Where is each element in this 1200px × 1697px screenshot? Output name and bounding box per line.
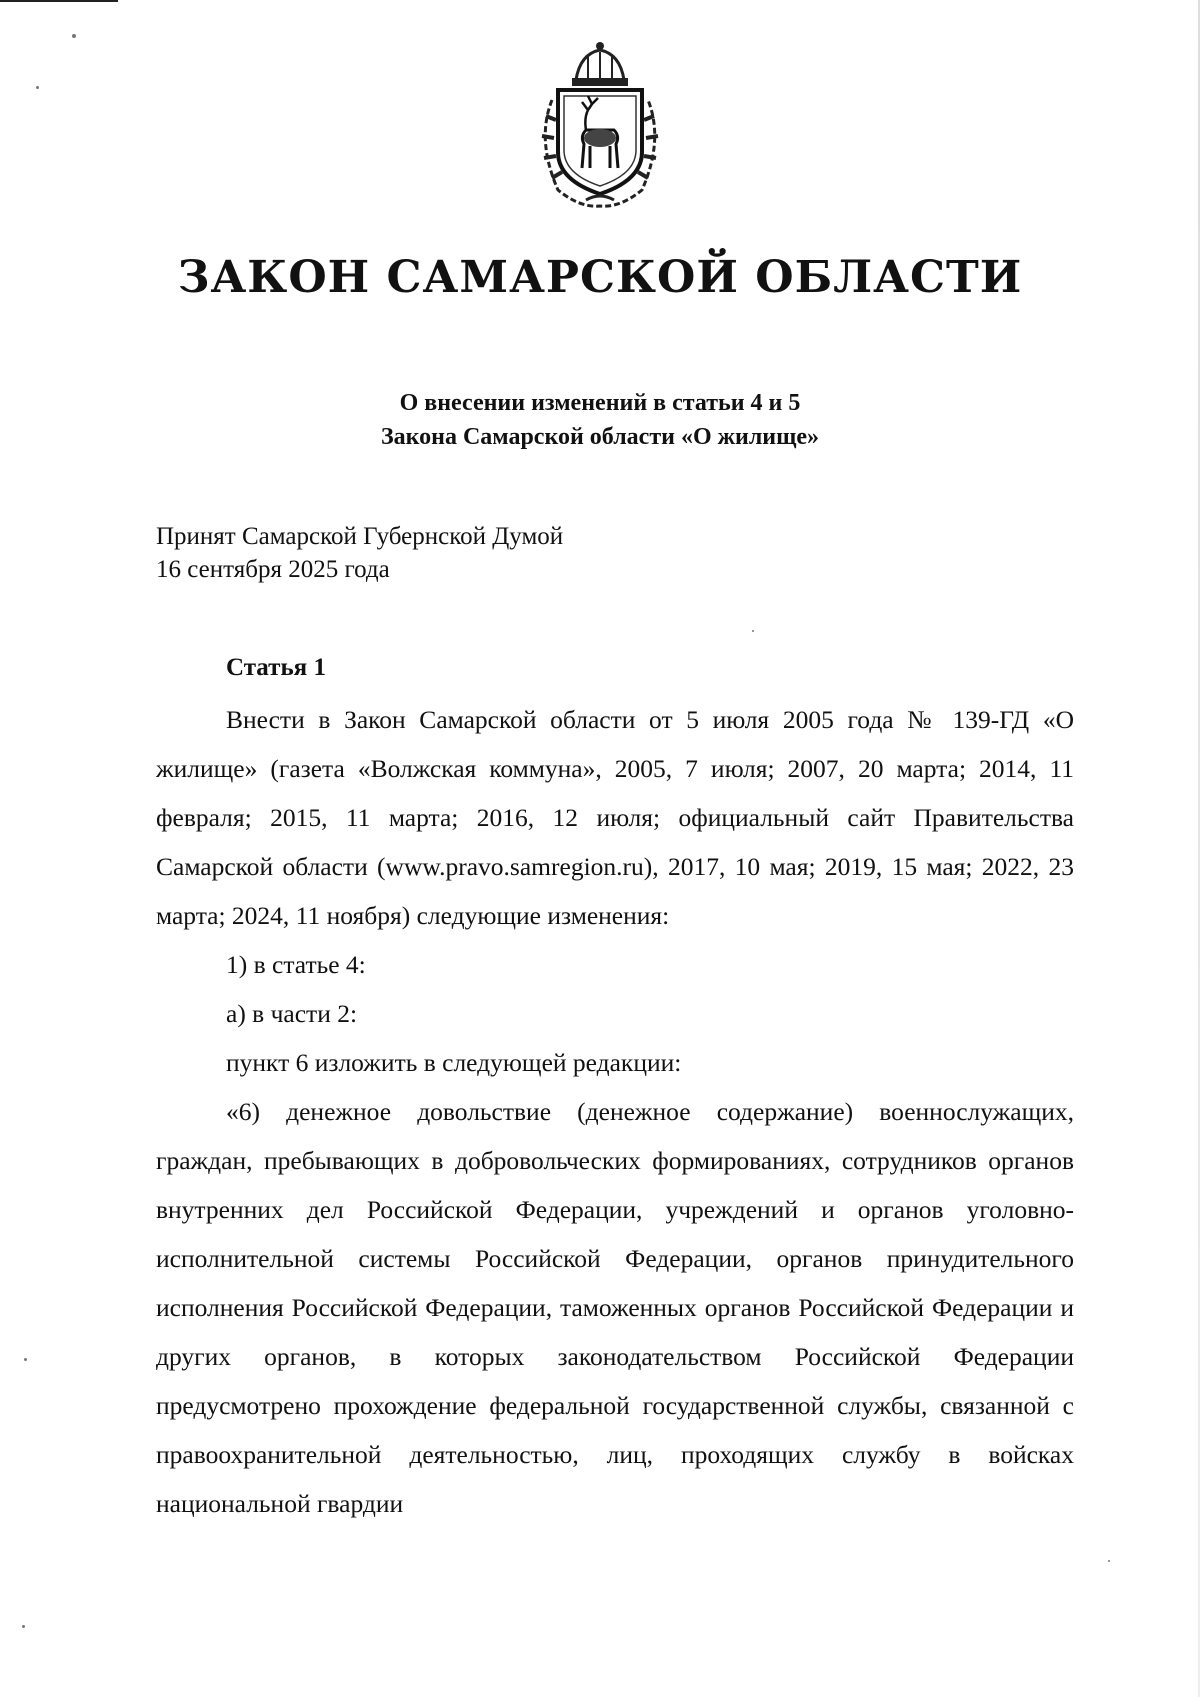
scan-speck — [1108, 1560, 1110, 1562]
scan-speck — [22, 1625, 25, 1628]
scan-speck — [72, 34, 76, 38]
scan-speck — [24, 1358, 27, 1361]
document-subtitle — [0, 386, 1200, 454]
coat-of-arms-icon — [528, 40, 672, 212]
paragraph: «6) денежное довольствие (денежное содержание) военнослужащих, граждан, пребывающих в добровольческих формированиях, сотрудников органов внутренних дел Российской Федерации, учреждений и органов уголовно-исполнительной системы Российской Федерации, органов принудительного исполнения Российской Федерации, таможенных органов Российской Федерации и других органов, в которых законодательством Российской Федерации предусмотрено прохождение федеральной государственной службы, связанной с правоохранительной деятельностью, лиц, проходящих службу в войсках национальной гвардии — [156, 1097, 1074, 1518]
subtitle-line: Закона Самарской области «О жилище» — [380, 424, 820, 450]
article-body — [156, 695, 1074, 1528]
adopted-by: Принят Самарской Губернской Думой — [156, 523, 564, 550]
subtitle-line: О внесении изменений в статьи 4 и 5 — [399, 390, 801, 416]
paragraph: Внести в Закон Самарской области от 5 июля 2005 года № 139-ГД «О жилище» (газета «Волжская коммуна», 2005, 7 июля; 2007, 20 марта; 2014, 11 февраля; 2015, 11 марта; 2016, 12 июля; официальный сайт Правительства Самарской области (www.pravo.samregion.ru), 2017, 10 мая; 2019, 15 мая; 2022, 23 марта; 2024, 11 ноября) следующие изменения: — [156, 705, 1074, 930]
scan-speck — [36, 86, 39, 89]
document-title: ЗАКОН САМАРСКОЙ ОБЛАСТИ — [177, 252, 1023, 303]
adoption-date: 16 сентября 2025 года — [156, 556, 390, 583]
scan-edge-line — [0, 0, 118, 2]
scan-speck — [752, 630, 754, 632]
paragraph: 1) в статье 4: — [226, 950, 366, 979]
article-heading: Статья 1 — [226, 654, 326, 681]
paragraph: пункт 6 изложить в следующей редакции: — [226, 1048, 682, 1077]
paragraph: а) в части 2: — [226, 999, 358, 1028]
adoption-info — [156, 520, 563, 586]
